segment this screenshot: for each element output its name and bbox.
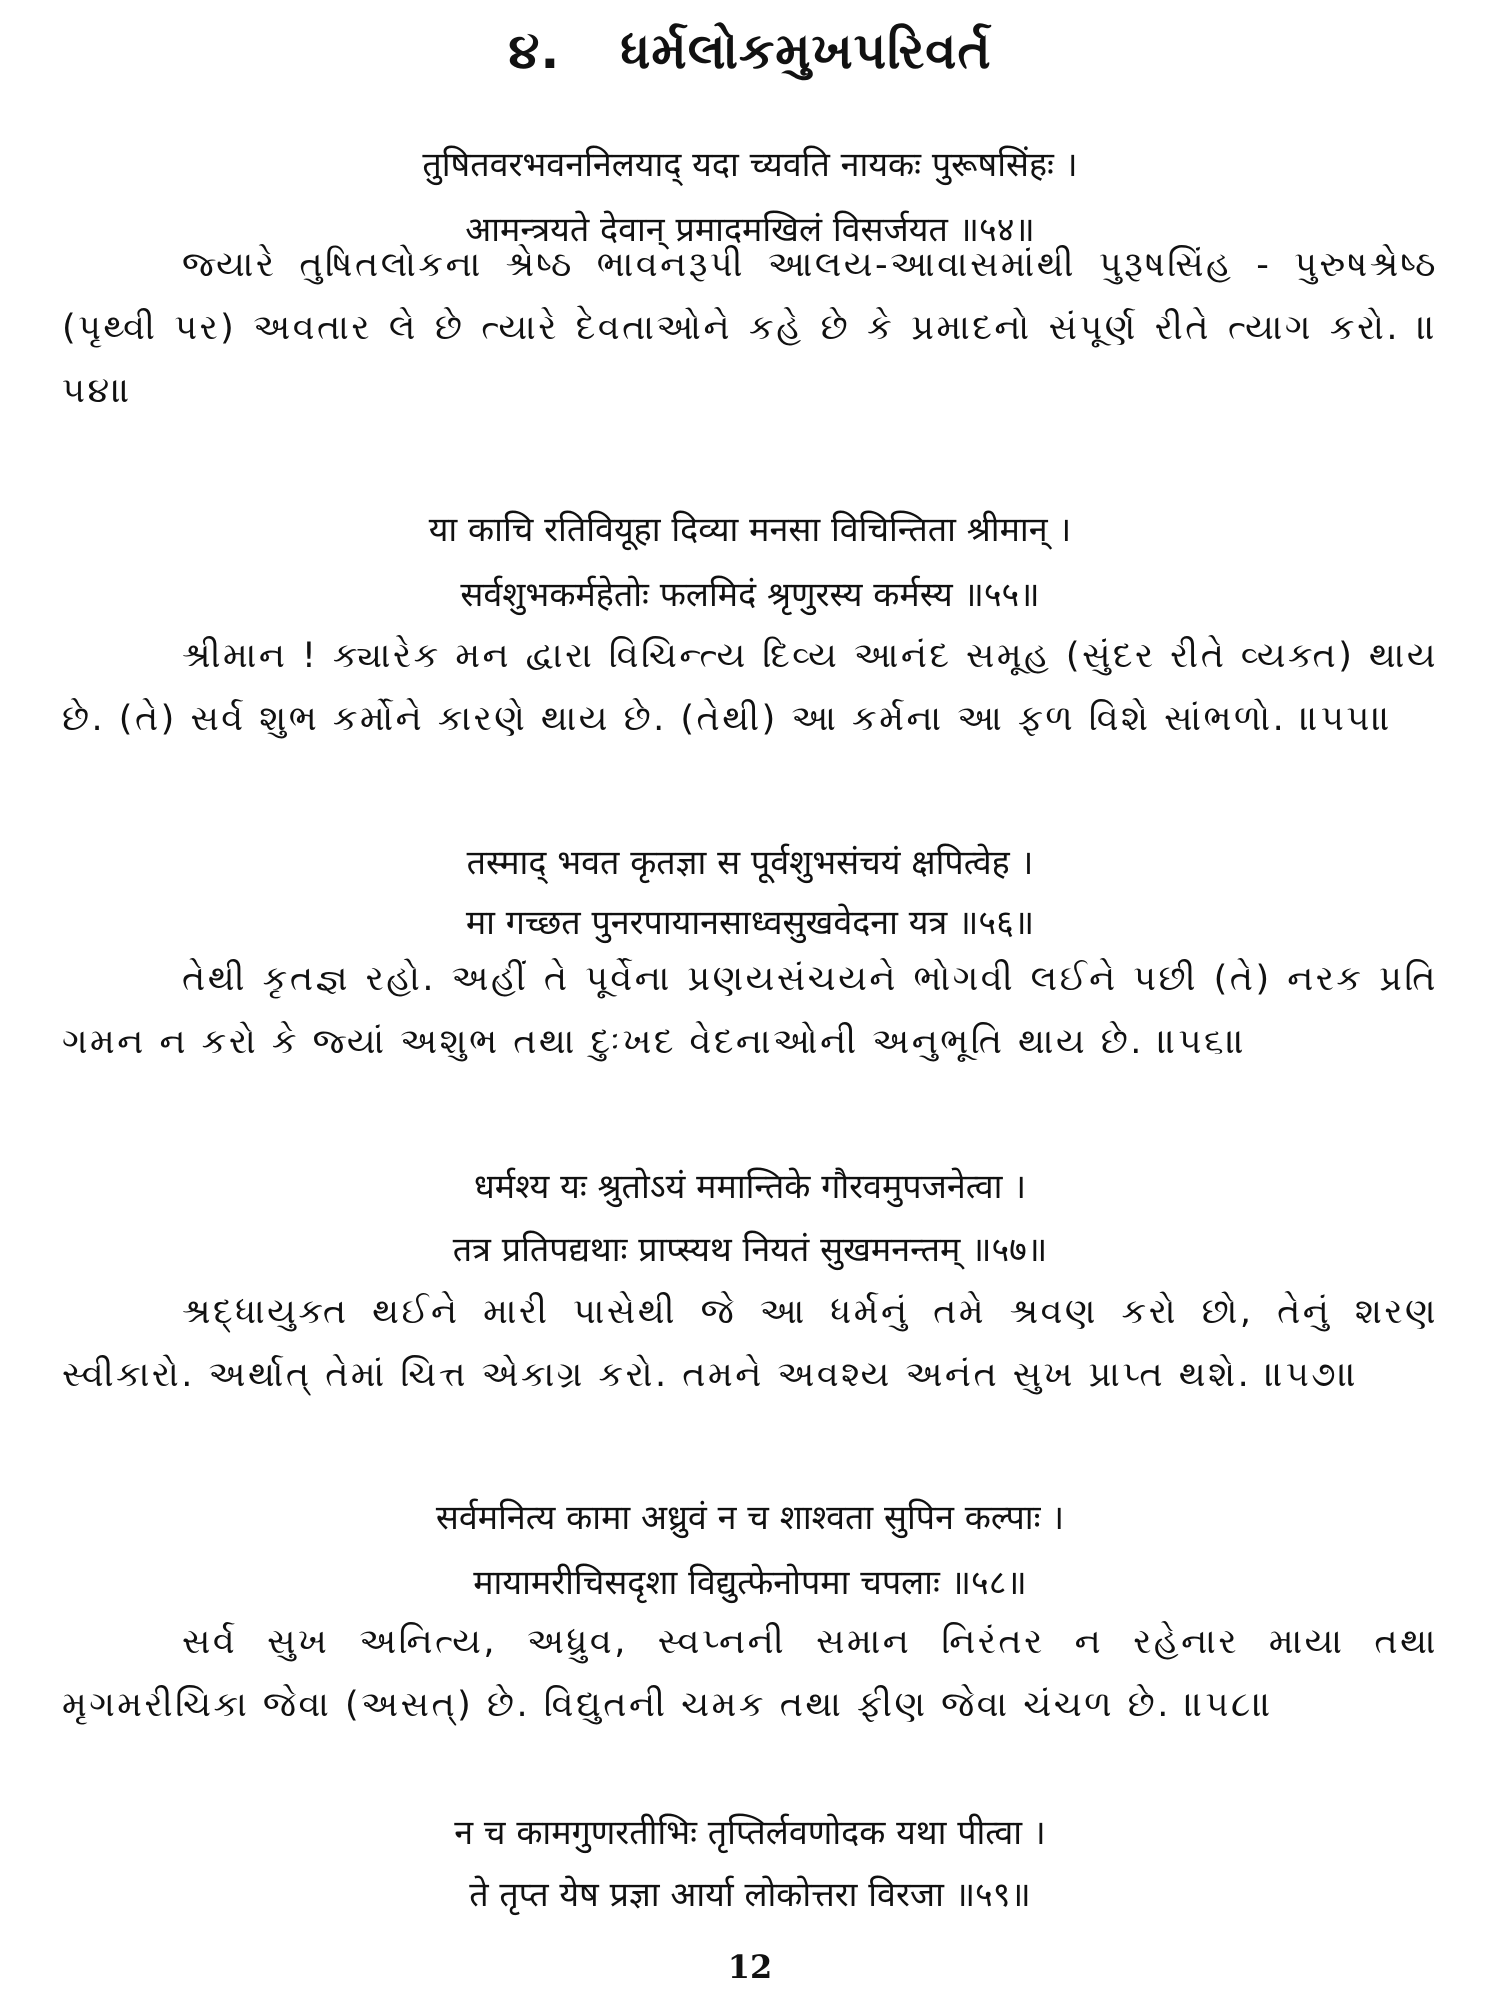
translation-58-text: સર્વ સુખ અનિત્ય, અધ્રુવ, સ્વપ્નની સમાન નિરંતર ન રહેનાર માયા તથા મૃગમરીચિકા જેવા (અસત્) છે. વિદ્યુતની ચમક તથા ફીણ જેવા ચંચળ છે. ॥૫૮॥ xyxy=(62,1622,1438,1725)
verse-57-line-1: धर्मश्य यः श्रुतोऽयं ममान्तिके गौरवमुपजनेत्वा । xyxy=(473,1167,1027,1207)
translation-55 xyxy=(62,625,1438,751)
translation-54-text: જ્યારે તુષિતલોકના શ્રેષ્ઠ ભાવનરૂપી આલય-આવાસમાંથી પુરૂષસિંહ - પુરુષશ્રેષ્ઠ (પૃથ્વી પર) અવતાર લે છે ત્યારે દેવતાઓને કહે છે કે પ્રમાદનો સંપૂર્ણ રીતે ત્યાગ કરો. ॥૫૪॥ xyxy=(62,245,1438,411)
chapter-number: ૪. xyxy=(508,22,561,80)
verse-56-line-2: मा गच्छत पुनरपायानसाध्वसुखवेदना यत्र ॥५६॥ xyxy=(465,903,1035,943)
verse-57-line-2: तत्र प्रतिपद्यथाः प्राप्स्यथ नियतं सुखमनन्तम् ॥५७॥ xyxy=(452,1230,1048,1270)
verse-59-line-2: ते तृप्त येष प्रज्ञा आर्या लोकोत्तरा विरजा ॥५९॥ xyxy=(469,1875,1031,1915)
verse-54-line-1: तुषितवरभवननिलयाद् यदा च्यवति नायकः पुरूषसिंहः । xyxy=(422,145,1078,185)
translation-58 xyxy=(62,1611,1438,1737)
translation-57 xyxy=(62,1281,1438,1407)
verse-59-line-1: न च कामगुणरतीभिः तृप्तिर्लवणोदक यथा पीत्वा । xyxy=(454,1813,1046,1853)
translation-57-text: શ્રદ્ધાયુક્ત થઈને મારી પાસેથી જે આ ધર્મનું તમે શ્રવણ કરો છો, તેનું શરણ સ્વીકારો. અર્થાત્ તેમાં ચિત્ત એકાગ્ર કરો. તમને અવશ્ય અનંત સુખ પ્રાપ્ત થશે. ॥૫૭॥ xyxy=(62,1292,1438,1395)
verse-58-line-2: मायामरीचिसदृशा विद्युत्फेनोपमा चपलाः ॥५८॥ xyxy=(473,1563,1027,1603)
chapter-heading xyxy=(0,22,1500,81)
chapter-title: ધર્મલોકમુખપરિવર્ત xyxy=(620,22,992,80)
page-number: 12 xyxy=(727,1948,773,1986)
translation-55-text: શ્રીમાન ! ક્યારેક મન દ્વારા વિચિન્ત્ય દિવ્ય આનંદ સમૂહ (સુંદર રીતે વ્યક્ત) થાય છે. (તે) સર્વ શુભ કર્મોને કારણે થાય છે. (તેથી) આ કર્મના આ ફળ વિશે સાંભળો. ॥૫૫॥ xyxy=(62,636,1438,739)
translation-56 xyxy=(62,948,1438,1074)
verse-54-line-2: आमन्त्रयते देवान् प्रमादमखिलं विसर्जयत ॥५४॥ xyxy=(465,210,1035,250)
verse-55-line-1: या काचि रतिवियूहा दिव्या मनसा विचिन्तिता श्रीमान् । xyxy=(428,510,1072,550)
translation-54 xyxy=(62,234,1438,423)
translation-56-text: તેથી કૃતજ્ઞ રહો. અહીં તે પૂર્વેના પ્રણયસંચયને ભોગવી લઈને પછી (તે) નરક પ્રતિ ગમન ન કરો કે જ્યાં અશુભ તથા દુઃખદ વેદનાઓની અનુભૂતિ થાય છે. ॥૫૬॥ xyxy=(62,959,1438,1062)
verse-58-line-1: सर्वमनित्य कामा अध्रुवं न च शाश्वता सुपिन कल्पाः । xyxy=(435,1498,1065,1538)
verse-55-line-2: सर्वशुभकर्महेतोः फलमिदं श्रृणुरस्य कर्मस्य ॥५५॥ xyxy=(460,575,1040,615)
verse-56-line-1: तस्माद् भवत कृतज्ञा स पूर्वशुभसंचयं क्षपित्वेह । xyxy=(466,843,1034,883)
